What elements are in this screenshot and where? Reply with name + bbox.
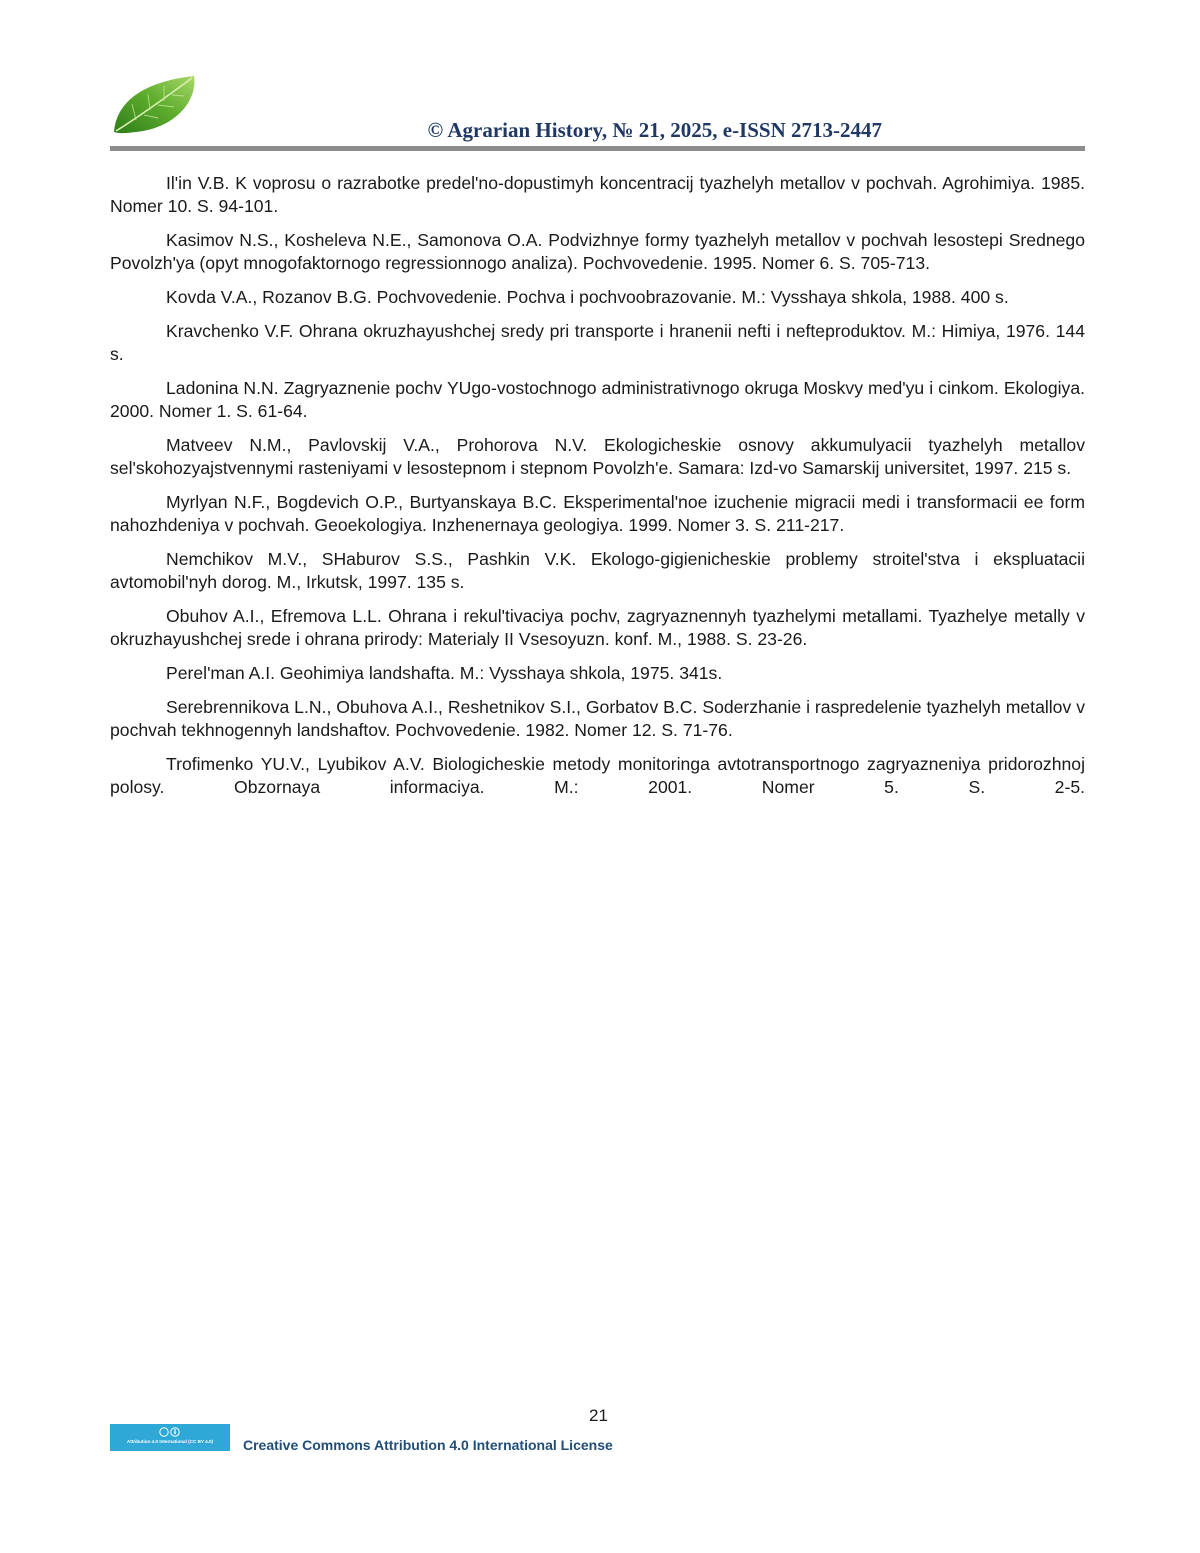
reference-item: Kasimov N.S., Kosheleva N.E., Samonova O.A. Podvizhnye formy tyazhelyh metallov v pochvah lesostepi Srednego Povolzh'ya (opyt mnogofaktornogo regressionnogo analiza). Pochvovedenie. 1995. Nomer 6. S. 705-713. — [110, 230, 1085, 273]
reference-item: Ladonina N.N. Zagryaznenie pochv YUgo-vostochnogo administrativnogo okruga Moskvy med'yu i cinkom. Ekologiya. 2000. Nomer 1. S. 61-64. — [110, 378, 1085, 421]
reference-item: Serebrennikova L.N., Obuhova A.I., Reshetnikov S.I., Gorbatov B.C. Soderzhanie i raspredelenie tyazhelyh metallov v pochvah tekhnogennyh landshaftov. Pochvovedenie. 1982. Nomer 12. S. 71-76. — [110, 697, 1085, 740]
reference-item: Matveev N.M., Pavlovskij V.A., Prohorova N.V. Ekologicheskie osnovy akkumulyacii tyazhelyh metallov sel'skohozyajstvennymi rasteniyami v lesostepnom i stepnom Povolzh'e. Samara: Izd-vo Samarskij universitet, 1997. 215 s. — [110, 435, 1085, 478]
header-divider — [110, 146, 1085, 151]
reference-item: Trofimenko YU.V., Lyubikov A.V. Biologicheskie metody monitoringa avtotransportnogo zagryazneniya pridorozhnoj polosy. Obzornaya informaciya. M.: 2001. Nomer 5. S. 2-5. — [110, 754, 1085, 797]
journal-title: © Agrarian History, № 21, 2025, e-ISSN 2713-2447 — [427, 118, 882, 142]
reference-item: Myrlyan N.F., Bogdevich O.P., Burtyanskaya B.C. Eksperimental'noe izuchenie migracii medi i transformacii ee form nahozhdeniya v pochvah. Geoekologiya. Inzhenernaya geologiya. 1999. Nomer 3. S. 211-217. — [110, 492, 1085, 535]
reference-item: Perel'man A.I. Geohimiya landshafta. M.: Vysshaya shkola, 1975. 341s. — [166, 663, 723, 683]
page-header — [110, 70, 1085, 154]
license-link[interactable]: Creative Commons Attribution 4.0 International License — [243, 1437, 613, 1453]
page-number: 21 — [589, 1406, 608, 1425]
reference-item: Kovda V.A., Rozanov B.G. Pochvovedenie. Pochva i pochvoobrazovanie. M.: Vysshaya shkola, 1988. 400 s. — [166, 287, 1009, 307]
reference-item: Nemchikov M.V., SHaburov S.S., Pashkin V.K. Ekologo-gigienicheskie problemy stroitel'stva i ekspluatacii avtomobil'nyh dorog. M., Irkutsk, 1997. 135 s. — [110, 549, 1085, 592]
creative-commons-icon — [159, 1427, 181, 1437]
cc-license-badge[interactable] — [110, 1424, 230, 1451]
reference-item: Obuhov A.I., Efremova L.L. Ohrana i rekul'tivaciya pochv, zagryaznennyh tyazhelymi metallami. Tyazhelye metally v okruzhayushchej srede i ohrana prirody: Materialy II Vsesoyuzn. konf. M., 1988. S. 23-26. — [110, 606, 1085, 649]
reference-list — [110, 172, 1085, 810]
reference-item: Il'in V.B. K voprosu o razrabotke predel'no-dopustimyh koncentracij tyazhelyh metallov v pochvah. Agrohimiya. 1985. Nomer 10. S. 94-101. — [110, 173, 1085, 216]
reference-item: Kravchenko V.F. Ohrana okruzhayushchej sredy pri transporte i hranenii nefti i nefteproduktov. M.: Himiya, 1976. 144 s. — [110, 321, 1085, 364]
cc-badge-text: Attribution 4.0 International (CC BY 4.0) — [126, 1439, 214, 1444]
leaf-icon — [110, 74, 202, 136]
